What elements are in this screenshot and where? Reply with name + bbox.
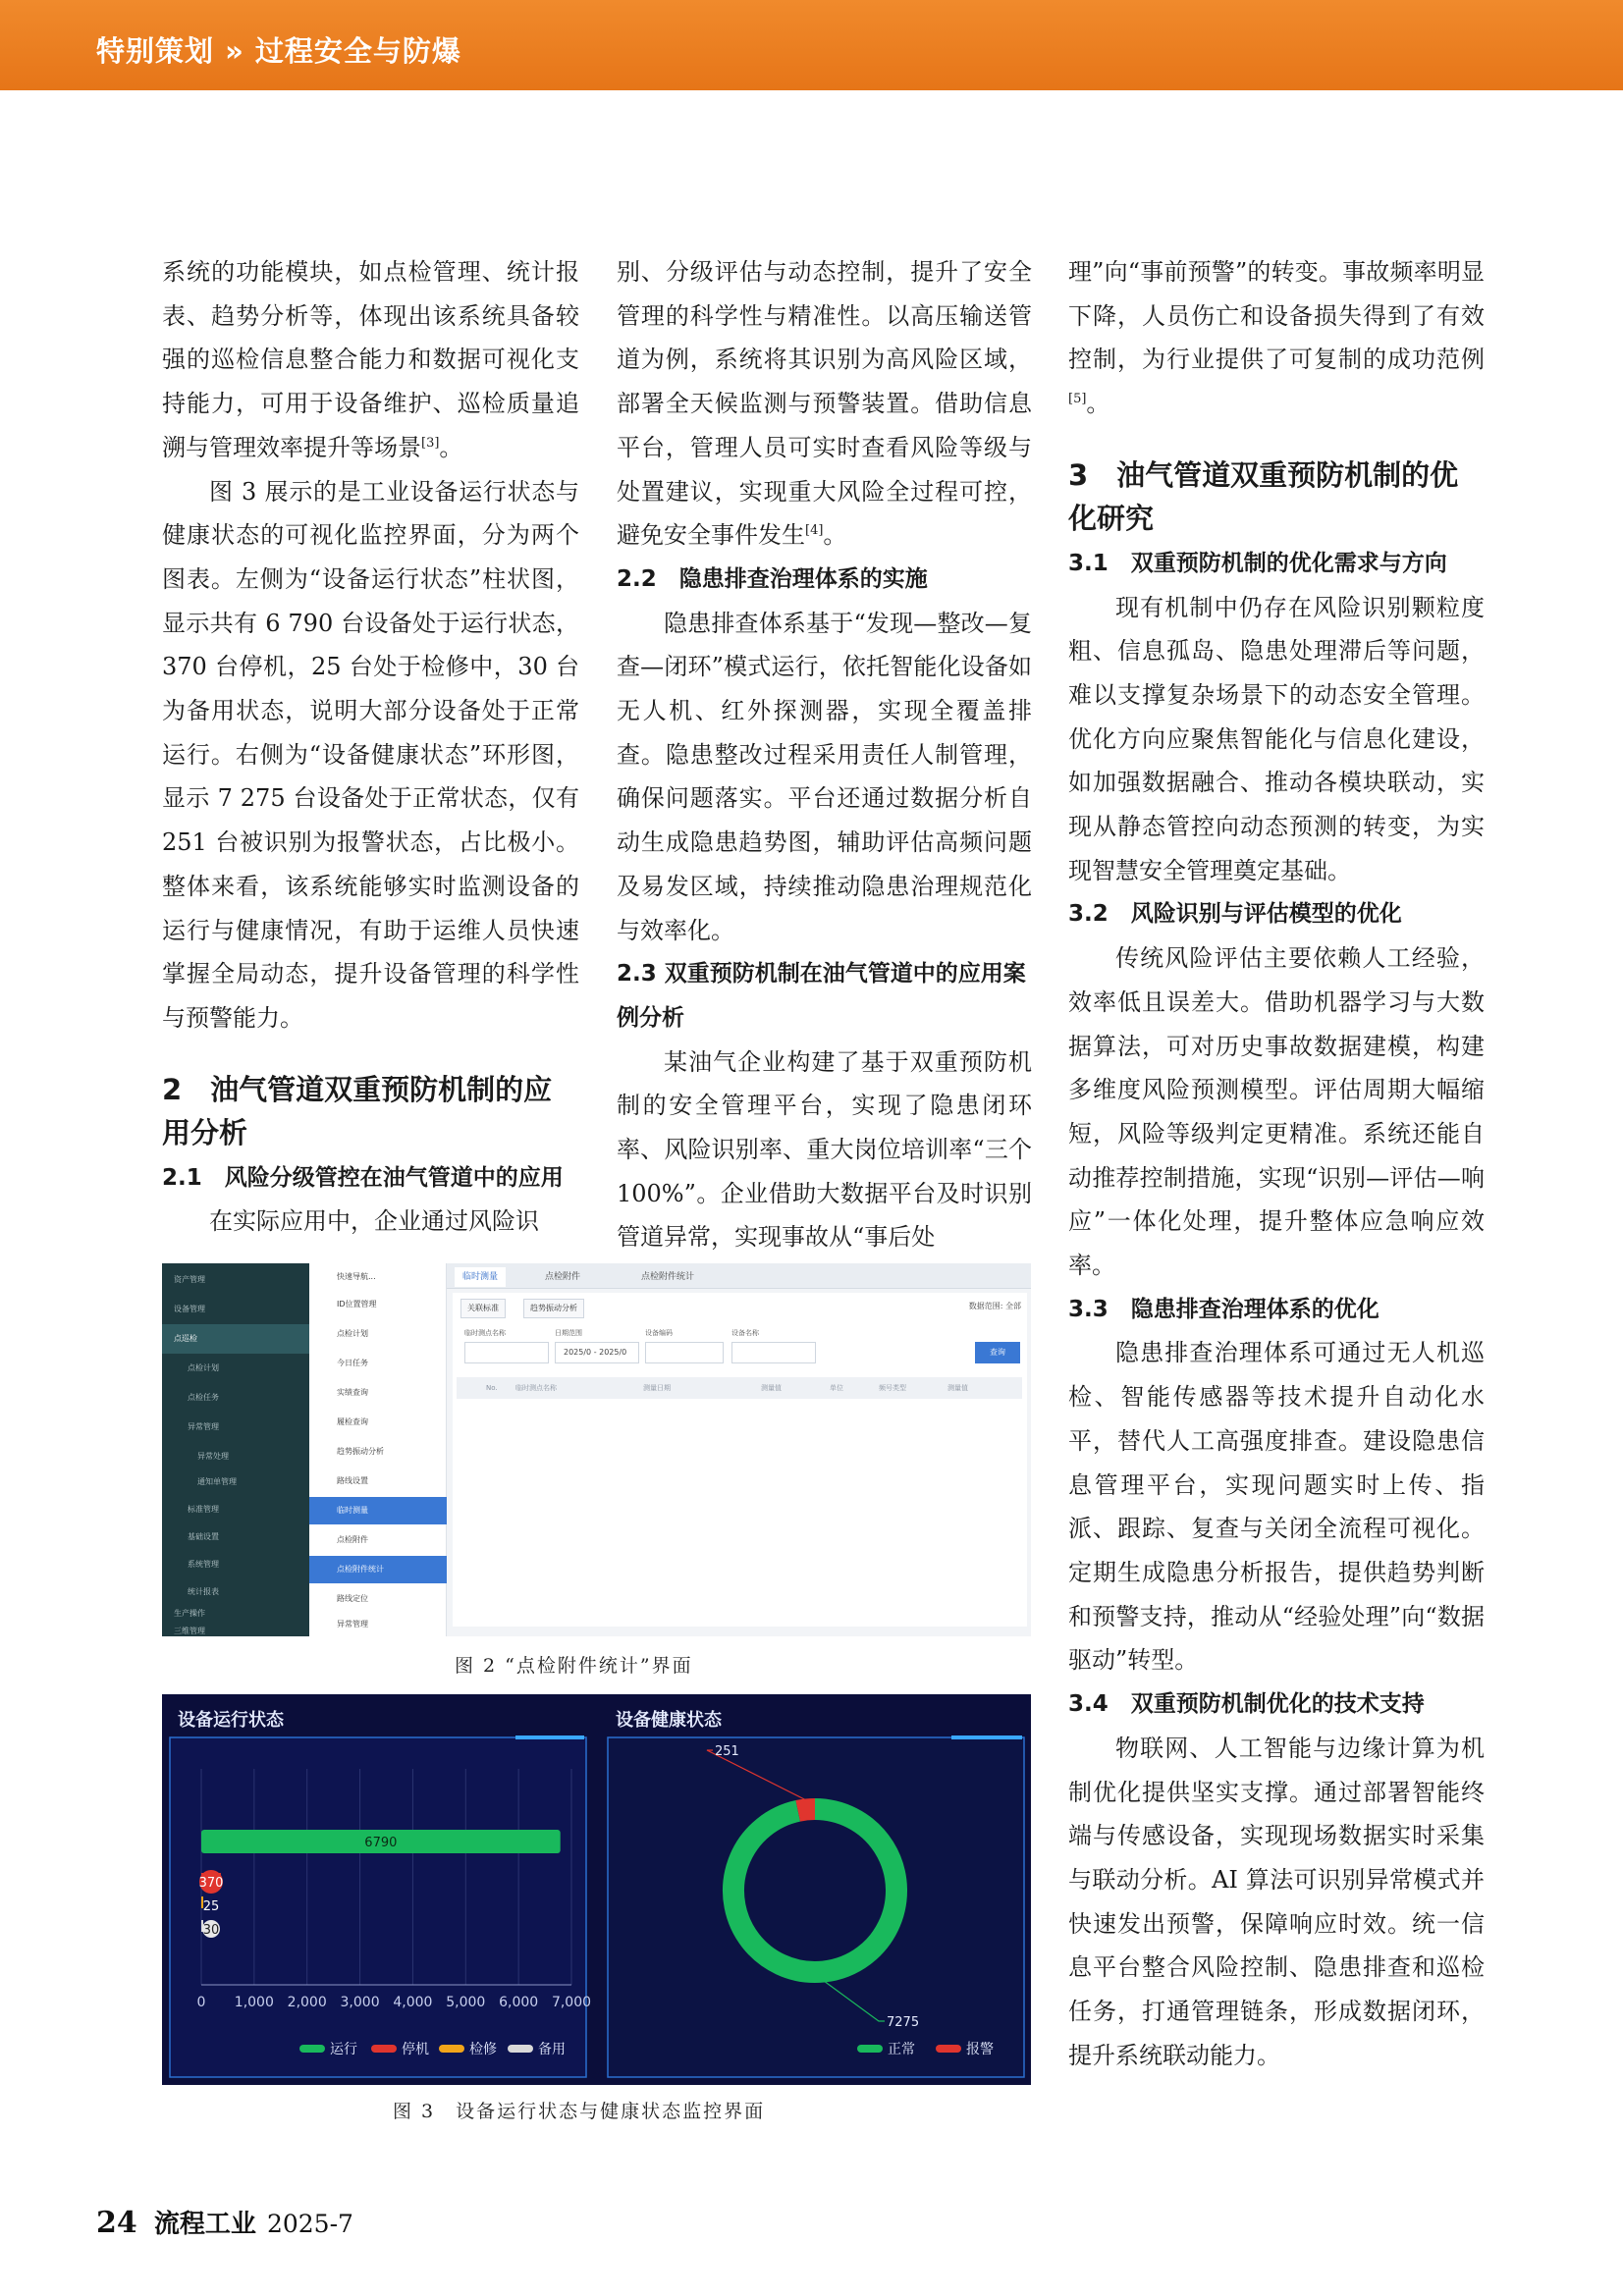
subsection-heading: 2.1 风险分级管控在油气管道中的应用 bbox=[162, 1164, 564, 1191]
section-heading: 2 油气管道双重预防机制的应用分析 bbox=[162, 1072, 553, 1149]
table-header-cell: 测量值 bbox=[761, 1384, 782, 1392]
device-code-input[interactable] bbox=[645, 1342, 724, 1363]
legend-swatch bbox=[508, 2045, 533, 2053]
donut-slice-报警 bbox=[798, 1809, 815, 1811]
citation: [4] bbox=[805, 523, 824, 539]
menu-item[interactable]: 今日任务 bbox=[337, 1359, 368, 1367]
paragraph: 现有机制中仍存在风险识别颗粒度粗、信息孤岛、隐患处理滞后等问题，难以支撑复杂场景下的动态安全管理。优化方向应聚焦智能化与信息化建设，如加强数据融合、推动各模块联动，实现从静态管控向动态预测的转变，为实现智慧安全管理奠定基础。 bbox=[1068, 593, 1485, 884]
paragraph: 在实际应用中，企业通过风险识 bbox=[209, 1207, 539, 1236]
tab-bar bbox=[447, 1263, 1031, 1289]
subsection-heading: 3.3 隐患排查治理体系的优化 bbox=[1068, 1296, 1380, 1322]
running-status-panel bbox=[162, 1694, 594, 2085]
sidebar-item[interactable]: 三维管理 bbox=[174, 1627, 205, 1635]
legend-swatch bbox=[371, 2045, 397, 2053]
figure-inspection-ui bbox=[162, 1263, 1031, 1636]
table-header-cell: 测量日期 bbox=[643, 1384, 671, 1392]
bar-value-label: 370 bbox=[198, 1876, 224, 1891]
related-standard-button[interactable]: 关联标准 bbox=[460, 1299, 506, 1318]
app-menu bbox=[309, 1263, 447, 1636]
tab[interactable]: 临时测量 bbox=[455, 1267, 506, 1287]
table-header-cell: No. bbox=[486, 1384, 498, 1392]
subsection-heading: 3.2 风险识别与评估模型的优化 bbox=[1068, 901, 1402, 928]
subsection-heading: 2.3 双重预防机制在油气管道中的应用案例分析 bbox=[617, 961, 1026, 1031]
section-heading: 3 油气管道双重预防机制的优化研究 bbox=[1068, 457, 1459, 535]
paragraph: 某油气企业构建了基于双重预防机制的安全管理平台，实现了隐患闭环率、风险识别率、重大岗位培训率“三个 100%”。企业借助大数据平台及时识别管道异常，实现事故从“事后处 bbox=[617, 1047, 1032, 1252]
text-column-2 bbox=[617, 250, 1032, 1259]
sidebar-subitem[interactable]: 系统管理 bbox=[188, 1560, 219, 1569]
figure-status-dashboard bbox=[162, 1694, 1031, 2085]
figure-2-caption: 图 2 “点检附件统计”界面 bbox=[455, 1655, 693, 1677]
section-title: 特别策划 » 过程安全与防爆 bbox=[96, 34, 461, 68]
figure-3-caption: 图 3 设备运行状态与健康状态监控界面 bbox=[393, 2101, 766, 2122]
sidebar-item[interactable]: 生产操作 bbox=[174, 1609, 205, 1618]
running-status-chart bbox=[162, 1694, 594, 2085]
x-tick-label: 0 bbox=[196, 1995, 206, 2010]
panel-frame bbox=[170, 1737, 586, 2077]
slice-value-label: 251 bbox=[715, 1744, 739, 1759]
date-range-input[interactable]: 2025/0 - 2025/0 bbox=[555, 1342, 639, 1363]
page-number: 24 bbox=[96, 2206, 137, 2240]
panel-frame bbox=[608, 1737, 1024, 2077]
menu-item[interactable]: 履检查询 bbox=[337, 1417, 368, 1426]
menu-item[interactable]: 趋势振动分析 bbox=[337, 1447, 384, 1456]
x-tick-label: 3,000 bbox=[340, 1995, 380, 2010]
table-header-cell: 频号类型 bbox=[879, 1384, 906, 1392]
sidebar-subitem[interactable]: 异常管理 bbox=[188, 1422, 219, 1431]
bar-value-label: 30 bbox=[202, 1923, 220, 1938]
citation: [5] bbox=[1068, 392, 1087, 407]
bar-value-label: 25 bbox=[202, 1899, 220, 1914]
paragraph: 传统风险评估主要依赖人工经验，效率低且误差大。借助机器学习与大数据算法，可对历史事故数据建模，构建多维度风险预测模型。评估周期大幅缩短，风险等级判定更精准。系统还能自动推荐控制措施，实现“识别—评估—响应”一体化处理，提升整体应急响应效率。 bbox=[1068, 944, 1485, 1280]
paragraph: 隐患排查治理体系可通过无人机巡检、智能传感器等技术提升自动化水平，替代人工高强度排查。建设隐患信息管理平台，实现问题实时上传、指派、跟踪、复查与关闭全流程可视化。定期生成隐患分析报告，提供趋势判断和预警支持，推动从“经验处理”向“数据驱动”转型。 bbox=[1068, 1339, 1485, 1675]
legend-label: 正常 bbox=[888, 2042, 915, 2057]
table-header bbox=[457, 1377, 1022, 1399]
subsection-heading: 2.2 隐患排查治理体系的实施 bbox=[617, 565, 928, 592]
filter-label: 设备名称 bbox=[731, 1329, 759, 1337]
menu-item[interactable]: 路线定位 bbox=[337, 1594, 368, 1603]
legend-swatch bbox=[299, 2045, 325, 2053]
x-tick-label: 7,000 bbox=[551, 1995, 592, 2010]
x-tick-label: 5,000 bbox=[446, 1995, 486, 2010]
filter-label: 临时测点名称 bbox=[464, 1329, 506, 1337]
legend-label: 运行 bbox=[330, 2042, 357, 2057]
paragraph: 理”向“事前预警”的转变。事故频率明显下降，人员伤亡和设备损失得到了有效控制，为行业提供了可复制的成功范例[5]。 bbox=[1068, 258, 1485, 418]
legend-label: 备用 bbox=[538, 2042, 566, 2057]
paragraph: 别、分级评估与动态控制，提升了安全管理的科学性与精准性。以高压输送管道为例，系统将其识别为高风险区域，部署全天候监测与预警装置。借助信息平台，管理人员可实时查看风险等级与处置建议，实现重大风险全过程可控，避免安全事件发生[4]。 bbox=[617, 258, 1032, 550]
legend-swatch bbox=[857, 2045, 883, 2053]
sidebar-subitem[interactable]: 点检任务 bbox=[188, 1393, 219, 1402]
device-name-input[interactable] bbox=[731, 1342, 816, 1363]
text-column-1 bbox=[162, 250, 579, 1244]
content-panel bbox=[453, 1293, 1027, 1627]
sidebar-subitem[interactable]: 统计报表 bbox=[188, 1587, 219, 1596]
tab[interactable]: 点检附件 bbox=[545, 1272, 581, 1282]
menu-item[interactable]: ID位置管理 bbox=[337, 1300, 377, 1308]
paragraph: 物联网、人工智能与边缘计算为机制优化提供坚实支撑。通过部署智能终端与传感设备，实现现场数据实时采集与联动分析。AI 算法可识别异常模式并快速发出预警，保障响应时效。统一信息平台整合风险控制、隐患排查和巡检任务，打通管理链条，形成数据闭环，提升系统联动能力。 bbox=[1068, 1734, 1485, 2069]
sidebar-item-active[interactable]: 点巡检 bbox=[162, 1324, 309, 1354]
data-range: 数据范围: 全部 bbox=[968, 1302, 1021, 1310]
paragraph: 隐患排查体系基于“发现—整改—复查—闭环”模式运行，依托智能化设备如无人机、红外探测器，实现全覆盖排查。隐患整改过程采用责任人制管理，确保问题落实。平台还通过数据分析自动生成隐患趋势图，辅助评估高频问题及易发区域，持续推动隐患治理规范化与效率化。 bbox=[617, 609, 1032, 944]
subsection-heading: 3.4 双重预防机制优化的技术支持 bbox=[1068, 1691, 1425, 1718]
slice-value-label: 7275 bbox=[887, 2015, 920, 2030]
point-name-input[interactable] bbox=[464, 1342, 549, 1363]
menu-item-active[interactable]: 点检附件统计 bbox=[309, 1556, 447, 1583]
menu-search[interactable]: 快速导航... bbox=[337, 1272, 376, 1281]
legend-label: 检修 bbox=[469, 2042, 497, 2057]
health-status-panel bbox=[602, 1694, 1031, 2085]
text-column-3 bbox=[1068, 250, 1485, 2077]
table-header-cell: 测量值 bbox=[947, 1384, 968, 1392]
subsection-heading: 3.1 双重预防机制的优化需求与方向 bbox=[1068, 550, 1447, 576]
panel-accent bbox=[951, 1735, 1022, 1739]
app-sidebar bbox=[162, 1263, 309, 1636]
x-tick-label: 4,000 bbox=[393, 1995, 433, 2010]
health-status-chart bbox=[602, 1694, 1031, 2085]
filter-label: 日期范围 bbox=[555, 1329, 582, 1337]
x-tick-label: 6,000 bbox=[499, 1995, 539, 2010]
menu-item[interactable]: 点检计划 bbox=[337, 1329, 368, 1338]
table-header-cell: 临时测点名称 bbox=[515, 1384, 557, 1392]
panel-accent bbox=[515, 1735, 584, 1739]
trend-analysis-button[interactable]: 趋势振动分析 bbox=[523, 1299, 584, 1318]
paragraph: 系统的功能模块，如点检管理、统计报表、趋势分析等，体现出该系统具备较强的巡检信息整合能力和数据可视化支持能力，可用于设备维护、巡检质量追溯与管理效率提升等场景[3]。 bbox=[162, 258, 579, 461]
x-tick-label: 1,000 bbox=[234, 1995, 274, 2010]
sidebar-item[interactable]: 设备管理 bbox=[174, 1305, 205, 1313]
sidebar-subitem[interactable]: 点检计划 bbox=[188, 1363, 219, 1372]
paragraph: 图 3 展示的是工业设备运行状态与健康状态的可视化监控界面，分为两个图表。左侧为“设备运行状态”柱状图，显示共有 6 790 台设备处于运行状态，370 台停机，25 台处于检修中，30 台为备用状态，说明大部分设备处于正常运行。右侧为“设备健康状态”环形图，显示 7 275 台设备处于正常状态，仅有 251 台被识别为报警状态，占比极小。整体来看，该系统能够实时监测设备的运行与健康情况，有助于运维人员快速掌握全局动态，提升设备管理的科学性与预警能力。 bbox=[162, 477, 579, 1032]
legend-swatch bbox=[439, 2045, 464, 2053]
citation: [3] bbox=[421, 435, 440, 451]
panel-title: 设备运行状态 bbox=[178, 1710, 284, 1731]
legend-label: 停机 bbox=[402, 2042, 429, 2057]
legend-swatch bbox=[936, 2045, 961, 2053]
sidebar-subitem[interactable]: 异常处理 bbox=[197, 1452, 229, 1461]
x-tick-label: 2,000 bbox=[287, 1995, 327, 2010]
sidebar-item[interactable]: 资产管理 bbox=[174, 1275, 205, 1284]
table-header-cell: 单位 bbox=[830, 1384, 843, 1392]
journal-name: 流程工业 bbox=[153, 2210, 256, 2239]
issue-number: 2025-7 bbox=[266, 2210, 353, 2238]
query-button[interactable]: 查询 bbox=[975, 1342, 1020, 1363]
menu-item[interactable]: 实绩查询 bbox=[337, 1388, 368, 1397]
filter-label: 设备编码 bbox=[645, 1329, 673, 1337]
bar-value-label: 6790 bbox=[364, 1836, 398, 1850]
menu-item[interactable]: 点检附件 bbox=[337, 1535, 368, 1544]
tab[interactable]: 点检附件统计 bbox=[641, 1272, 695, 1282]
menu-item-active[interactable]: 临时测量 bbox=[309, 1497, 447, 1524]
panel-title: 设备健康状态 bbox=[616, 1710, 722, 1731]
menu-item[interactable]: 异常管理 bbox=[337, 1620, 368, 1629]
menu-item[interactable]: 路线设置 bbox=[337, 1476, 368, 1485]
legend-label: 报警 bbox=[966, 2042, 994, 2057]
page-footer bbox=[96, 2204, 353, 2240]
sidebar-subitem[interactable]: 标准管理 bbox=[188, 1505, 219, 1514]
sidebar-subitem[interactable]: 基础设置 bbox=[188, 1532, 219, 1541]
sidebar-subitem[interactable]: 通知单管理 bbox=[197, 1477, 237, 1486]
